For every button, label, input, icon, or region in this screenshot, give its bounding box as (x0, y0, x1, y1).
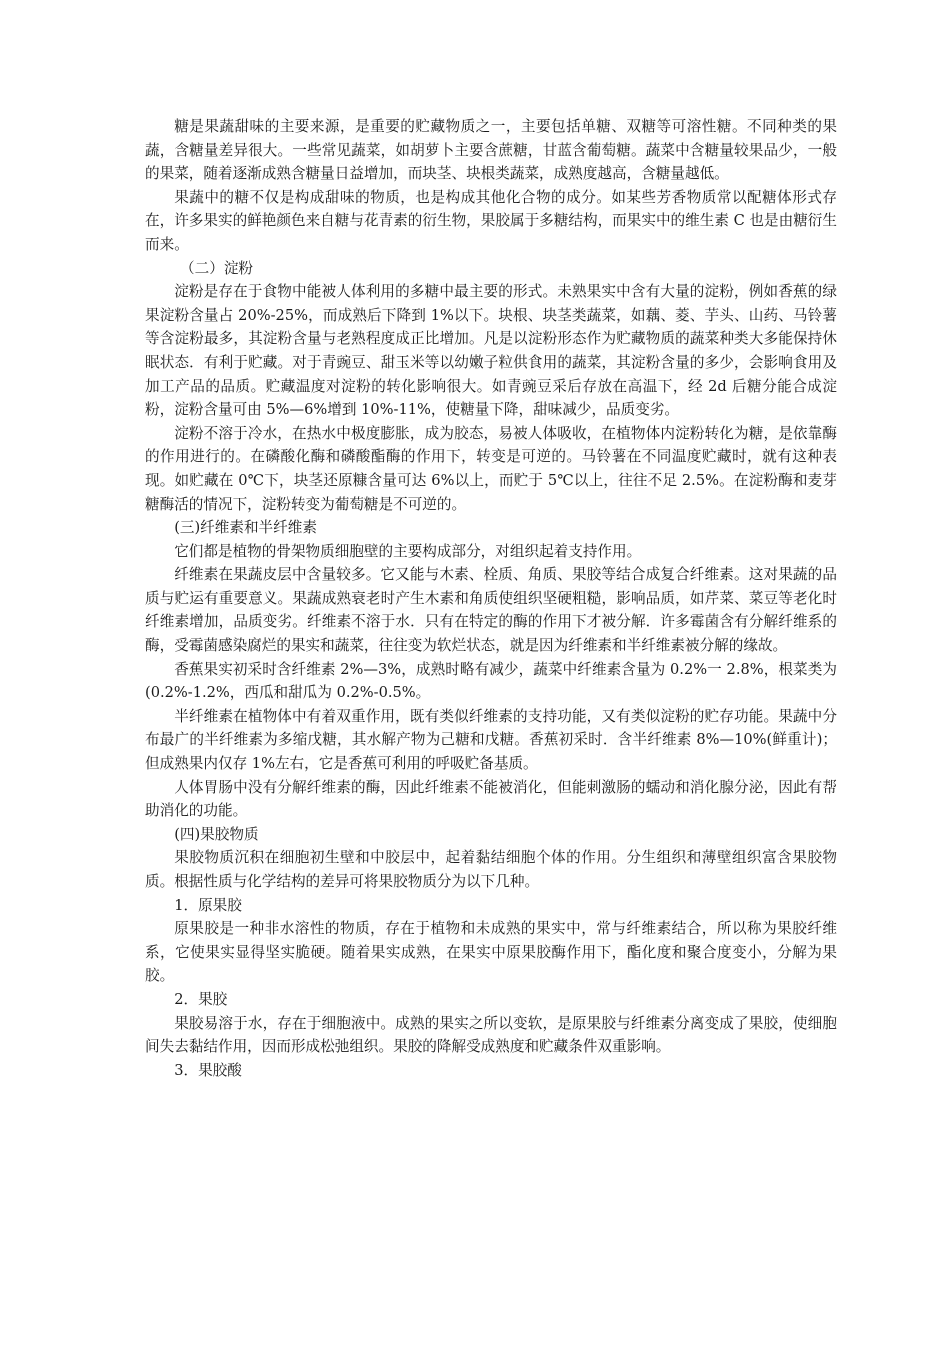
paragraph-hemicellulose: 半纤维素在植物体中有着双重作用，既有类似纤维素的支持功能，又有类似淀粉的贮存功能。果蔬中分布最广的半纤维素为多缩戊糖，其水解产物为己糖和戊糖。香蕉初采时．含半纤维素 8%—10%(鲜重计)；但成熟果内仅存 1%左右，它是香蕉可利用的呼吸贮备基质。 (145, 707, 837, 773)
paragraph-cellulose-quality: 纤维素在果蔬皮层中含量较多。它又能与木素、栓质、角质、果胶等结合成复合纤维素。这对果蔬的品质与贮运有重要意义。果蔬成熟衰老时产生木素和角质使组织坚硬粗糙，影响品质，如芹菜、菜豆等老化时纤维素增加，品质变劣。纤维素不溶于水．只有在特定的酶的作用下才被分解．许多霉菌含有分解纤维系的酶，受霉菌感染腐烂的果实和蔬菜，往往变为软烂状态，就是因为纤维素和半纤维素被分解的缘故。 (145, 566, 837, 655)
paragraph-pectin: 果胶易溶于水，存在于细胞液中。成熟的果实之所以变软，是原果胶与纤维素分离变成了果胶，使细胞间失去黏结作用，因而形成松弛组织。果胶的降解受成熟度和贮藏条件双重影响。 (145, 1014, 837, 1056)
subheading-pectic-acid: 3．果胶酸 (174, 1061, 242, 1079)
section-heading-cellulose: (三)纤维素和半纤维素 (174, 519, 317, 537)
document-page (145, 115, 837, 1082)
paragraph-pectin-intro: 果胶物质沉积在细胞初生壁和中胶层中，起着黏结细胞个体的作用。分生组织和薄壁组织富含果胶物质。根据性质与化学结构的差异可将果胶物质分为以下几种。 (145, 849, 837, 890)
paragraph-sugar-compounds: 果蔬中的糖不仅是构成甜味的物质，也是构成其他化合物的成分。如某些芳香物质常以配糖体形式存在，许多果实的鲜艳颜色来自糖与花青素的衍生物，果胶属于多糖结构，而果实中的维生素 C 也是由糖衍生而来。 (145, 188, 837, 253)
subheading-pectin: 2．果胶 (174, 990, 228, 1008)
paragraph-sugar-source: 糖是果蔬甜味的主要来源，是重要的贮藏物质之一，主要包括单糖、双糖等可溶性糖。不同种类的果蔬，含糖量差异很大。一些常见蔬菜，如胡萝卜主要含蔗糖，甘蓝含葡萄糖。蔬菜中含糖量较果品少，一般的果菜，随着逐渐成熟含糖量日益增加，而块茎、块根类蔬菜，成熟度越高，含糖量越低。 (145, 118, 837, 183)
paragraph-starch-conversion: 淀粉不溶于冷水，在热水中极度膨胀，成为胶态，易被人体吸收，在植物体内淀粉转化为糖，是依靠酶的作用进行的。在磷酸化酶和磷酸酯酶的作用下，转变是可逆的。马铃薯在不同温度贮藏时，就有这种表现。如贮藏在 0℃下，块茎还原糠含量可达 6%以上，而贮于 5℃以上，往往不足 2.5%。在淀粉酶和麦芽糖酶活的情况下，淀粉转变为葡萄糖是不可逆的。 (145, 424, 837, 513)
section-heading-pectin: (四)果胶物质 (174, 825, 259, 843)
paragraph-protopectin: 原果胶是一种非水溶性的物质，存在于植物和未成熟的果实中，常与纤维素结合，所以称为果胶纤维系，它使果实显得坚实脆硬。随着果实成熟，在果实中原果胶酶作用下，酯化度和聚合度变小，分解为果胶。 (145, 920, 837, 985)
subheading-protopectin: 1．原果胶 (174, 896, 242, 914)
paragraph-cellulose-role: 它们都是植物的骨架物质细胞壁的主要构成部分，对组织起着支持作用。 (174, 542, 642, 560)
paragraph-digestion: 人体胃肠中没有分解纤维素的酶，因此纤维素不能被消化，但能刺激肠的蠕动和消化腺分泌，因此有帮助消化的功能。 (145, 778, 837, 820)
paragraph-cellulose-content: 香蕉果实初采时含纤维素 2%—3%，成熟时略有减少，蔬菜中纤维素含量为 0.2%一 2.8%，根菜类为(0.2%-1.2%，西瓜和甜瓜为 0.2%-0.5%。 (145, 660, 837, 702)
section-heading-starch: （二）淀粉 (180, 259, 254, 277)
paragraph-starch-content: 淀粉是存在于食物中能被人体利用的多糖中最主要的形式。未熟果实中含有大量的淀粉，例如香蕉的绿果淀粉含量占 20%-25%，而成熟后下降到 1%以下。块根、块茎类蔬菜，如藕、菱、芋头、山药、马铃薯等含淀粉最多，其淀粉含量与老熟程度成正比增加。凡是以淀粉形态作为贮藏物质的蔬菜种类大多能保持休眠状态．有利于贮藏。对于青豌豆、甜玉米等以幼嫩子粒供食用的蔬菜，其淀粉含量的多少，会影响食用及加工产品的品质。贮藏温度对淀粉的转化影响很大。如青豌豆采后存放在高温下，经 2d 后糖分能合成淀粉，淀粉含量可由 5%—6%增到 10%-11%，使糖量下降，甜味减少，品质变劣。 (145, 283, 837, 419)
